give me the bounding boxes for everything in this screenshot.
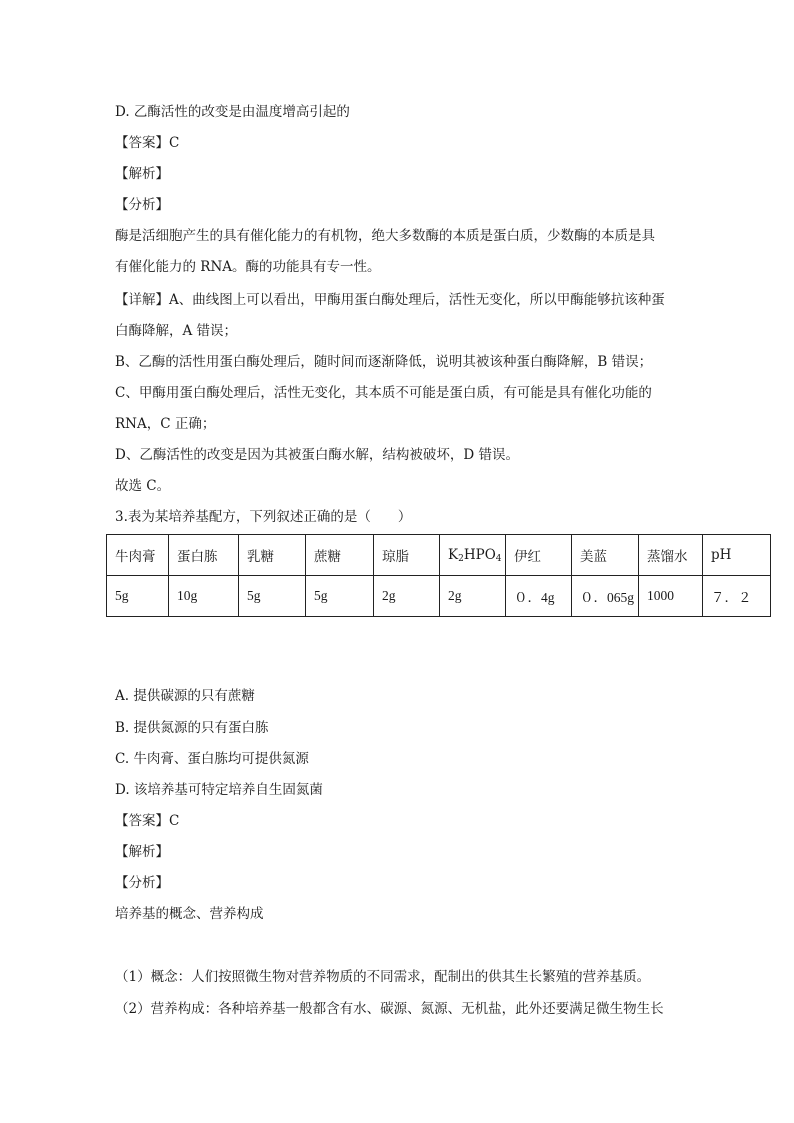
q3-stem: 3.表为某培养基配方，下列叙述正确的是（ ） xyxy=(115,509,412,525)
table-cell: 2g xyxy=(374,576,440,617)
prev-detail-d: D、乙酶活性的改变是因为其被蛋白酶水解，结构被破坏，D 错误。 xyxy=(115,447,519,463)
table-cell: 10g xyxy=(169,576,239,617)
q3-point-2: （2）营养构成：各种培养基一般都含有水、碳源、氮源、无机盐，此外还要满足微生物生长 xyxy=(115,1001,664,1017)
table-header-cell: 琼脂 xyxy=(374,535,440,576)
table-cell: 2g xyxy=(440,576,506,617)
table-header-cell: pH xyxy=(703,535,771,576)
k2hpo4-formula: $K_2HPO_4$ xyxy=(448,546,502,564)
q3-option-c: C. 牛肉膏、蛋白胨均可提供氮源 xyxy=(115,751,309,767)
table-cell: 5g xyxy=(107,576,169,617)
q3-analysis-heading: 【解析】 xyxy=(115,844,169,860)
q3-analysis-subheading: 【分析】 xyxy=(115,875,169,891)
prev-detail-line-1: 【详解】A、曲线图上可以看出，甲酶用蛋白酶处理后，活性无变化，所以甲酶能够抗该种蛋 xyxy=(115,292,665,308)
prev-detail-line-2: 白酶降解，A 错误； xyxy=(115,323,238,339)
table-header-cell: 蒸馏水 xyxy=(639,535,703,576)
q3-option-d: D. 该培养基可特定培养自生固氮菌 xyxy=(115,782,323,798)
prev-detail-c-line-2: RNA，C 正确； xyxy=(115,416,216,432)
table-cell: ７．２ xyxy=(703,576,771,617)
table-cell: ０．4g xyxy=(506,576,572,617)
q3-point-1: （1）概念：人们按照微生物对营养物质的不同需求，配制出的供其生长繁殖的营养基质。 xyxy=(115,969,651,985)
table-header-cell: 美蓝 xyxy=(572,535,639,576)
culture-medium-table xyxy=(106,534,771,617)
prev-detail-b: B、乙酶的活性用蛋白酶处理后，随时间而逐渐降低，说明其被该种蛋白酶降解，B 错误； xyxy=(115,354,653,370)
table-cell: 5g xyxy=(239,576,306,617)
table-header-cell: 蛋白胨 xyxy=(169,535,239,576)
table-cell: 1000 xyxy=(639,576,703,617)
table-header-cell-k2hpo4 xyxy=(440,535,506,576)
q3-option-a: A. 提供碳源的只有蔗糖 xyxy=(115,688,255,704)
prev-option-d: D. 乙酶活性的改变是由温度增高引起的 xyxy=(115,104,350,120)
q3-answer: 【答案】C xyxy=(115,813,180,829)
table-header-cell: 牛肉膏 xyxy=(107,535,169,576)
prev-paragraph-line-1: 酶是活细胞产生的具有催化能力的有机物，绝大多数酶的本质是蛋白质，少数酶的本质是具 xyxy=(115,228,655,244)
q3-option-b: B. 提供氮源的只有蛋白胨 xyxy=(115,720,269,736)
table-header-cell: 伊红 xyxy=(506,535,572,576)
prev-conclusion: 故选 C。 xyxy=(115,478,171,494)
q3-topic: 培养基的概念、营养构成 xyxy=(115,906,264,922)
table-row xyxy=(107,576,771,617)
prev-detail-c-line-1: C、甲酶用蛋白酶处理后，活性无变化，其本质不可能是蛋白质，有可能是具有催化功能的 xyxy=(115,385,652,401)
prev-analysis-subheading: 【分析】 xyxy=(115,197,169,213)
prev-answer: 【答案】C xyxy=(115,135,180,151)
prev-analysis-heading: 【解析】 xyxy=(115,166,169,182)
prev-paragraph-line-2: 有催化能力的 RNA。酶的功能具有专一性。 xyxy=(115,259,381,275)
table-cell: ０．065g xyxy=(572,576,639,617)
table-header-row xyxy=(107,535,771,576)
table-header-cell: 蔗糖 xyxy=(306,535,374,576)
table-cell: 5g xyxy=(306,576,374,617)
table-header-cell: 乳糖 xyxy=(239,535,306,576)
